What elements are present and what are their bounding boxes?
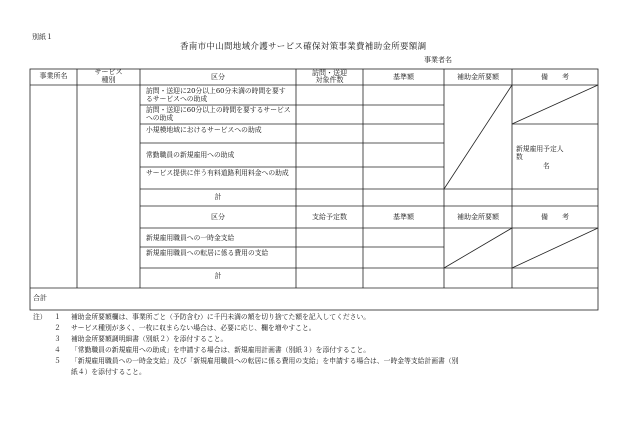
remarks-new-hire-line1: 新規雇用予定人: [516, 145, 564, 153]
doc-label: 別紙１: [32, 33, 53, 41]
header-service-type-line2: 種別: [101, 76, 116, 84]
note-text: 「常勤職員の新規雇用への助成」を申請する場合は、新規雇用計画書（別紙３）を添付すること。: [71, 346, 371, 354]
header-visits-line1: 訪問・送迎: [312, 69, 347, 77]
notes-prefix: 注）: [33, 313, 47, 321]
row-label: 小規模地域におけるサービスへの助成: [146, 126, 262, 134]
note-number: ５: [54, 357, 61, 365]
note-text: サービス種別が多く、一枚に収まらない場合は、必要に応じ、欄を増やすこと。: [71, 324, 316, 332]
header2-count: 支給予定数: [312, 213, 347, 221]
subtotal-label: 計: [214, 193, 222, 201]
header-remarks: 備 考: [541, 73, 569, 81]
remarks-new-hire-unit: 名: [543, 162, 550, 170]
note-number: ３: [54, 335, 61, 343]
note-number: ２: [54, 324, 61, 332]
subtotal2-label: 計: [214, 272, 222, 280]
header-service-type-line1: サービス: [94, 68, 123, 76]
document-title: 香南市中山間地域介護サービス確保対策事業費補助金所要額調: [180, 42, 427, 52]
header-visits-line2: 対象件数: [315, 76, 344, 84]
row2-label: 新規雇用職員への一時金支給: [146, 234, 235, 242]
row2-label: 新規雇用職員への転居に係る費用の支給: [146, 249, 269, 257]
header-subsidy-amount: 補助金所要額: [457, 73, 499, 81]
note-text: 補助金所要額調明細書（別紙２）を添付すること。: [71, 335, 228, 343]
row-label: サービス提供に伴う有料道路利用料金への助成: [146, 169, 289, 177]
header-company: 事業所名: [39, 72, 68, 80]
row-label: 訪問・送迎に20分以上60分未満の時間を要するサービスへの助成: [146, 87, 286, 104]
row-label: 訪問・送迎に60分以上の時間を要するサービスへの助成: [146, 106, 291, 123]
note-text: 「新規雇用職員への一時金支給」及び「新規雇用職員への転居に係る費用の支給」を申請する場合は、一時金等支給計画書（別: [71, 357, 459, 365]
note-text: 紙４）を添付すること。: [71, 368, 146, 376]
note-text: 補助金所要額欄は、事業所ごと（予防含む）に千円未満の額を切り捨てた額を記入してください。: [71, 313, 371, 321]
header-category: 区分: [211, 73, 225, 81]
remarks-new-hire-line2: 数: [516, 153, 523, 161]
company-name-label: 事業者名: [424, 56, 452, 64]
header-base-amount: 基準額: [393, 73, 414, 81]
header2-remarks: 備 考: [541, 213, 569, 221]
note-number: １: [54, 313, 61, 321]
header2-subsidy-amount: 補助金所要額: [457, 213, 499, 221]
note-number: ４: [54, 346, 61, 354]
row-label: 常勤職員の新規雇用への助成: [146, 151, 235, 159]
header2-base-amount: 基準額: [393, 213, 414, 221]
total-label: 合計: [33, 294, 47, 302]
header2-category: 区分: [211, 213, 225, 221]
